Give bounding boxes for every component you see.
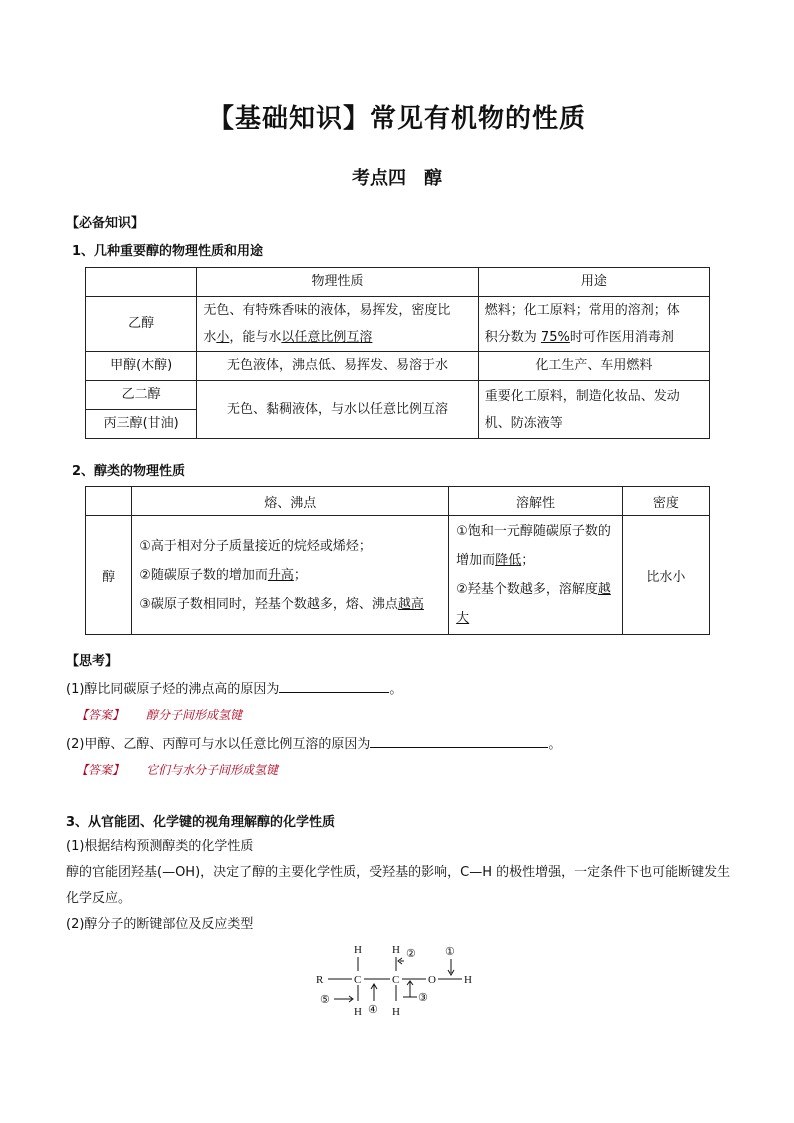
properties-cell: 无色、黏稠液体，与水以任意比例互溶 [197, 381, 478, 439]
atom-c2: C [392, 974, 400, 986]
question-2: (2)甲醇、乙醇、丙醇可与水以任意比例互溶的原因为 。 [66, 737, 562, 752]
alcohol-name-cell: 甲醇(木醇) [86, 352, 197, 381]
alcohol-physical-table [85, 486, 710, 635]
table-header-cell: 熔、沸点 [132, 487, 449, 516]
heading-alcohol-properties-uses: 1、几种重要醇的物理性质和用途 [72, 244, 264, 259]
alcohol-name-cell: 乙醇 [86, 297, 197, 352]
heading-chemical-properties: 3、从官能团、化学键的视角理解醇的化学性质 [66, 815, 336, 830]
section-heading-essential: 【必备知识】 [66, 216, 145, 231]
solubility-cell: ①饱和一元醇随碳原子数的 增加而降低； ②羟基个数越多，溶解度越 大 [449, 516, 623, 635]
alcohol-name-cell: 乙二醇 [86, 381, 197, 410]
atom-c1: C [354, 974, 362, 986]
bond-label-4: ④ [368, 1004, 378, 1016]
answer-label: 【答案】 [76, 708, 125, 722]
atom-r: R [316, 974, 324, 986]
atom-h-hydroxyl: H [464, 974, 472, 986]
answer-text: 它们与水分子间形成氢键 [146, 763, 279, 777]
uses-cell: 重要化工原料，制造化妆品、发动 机、防冻液等 [478, 381, 709, 439]
bond-label-2: ② [406, 948, 416, 960]
alcohol-name-cell: 丙三醇(甘油) [86, 410, 197, 439]
answer-label: 【答案】 [76, 763, 125, 777]
atom-h-bottom-2: H [392, 1006, 400, 1018]
table-header-empty [86, 487, 132, 516]
answer-blank [279, 680, 389, 693]
alcohol-properties-table [85, 267, 710, 439]
table-header-cell: 用途 [478, 268, 709, 297]
table-header-cell: 密度 [622, 487, 709, 516]
table-header-empty [86, 268, 197, 297]
atom-h-top-2: H [392, 944, 400, 956]
table-header-row [86, 487, 710, 516]
page-title: 【基础知识】常见有机物的性质 [207, 104, 586, 134]
bond-label-1: ① [445, 946, 455, 958]
paragraph: (2)醇分子的断键部位及反应类型 [66, 917, 254, 932]
properties-cell: 无色、有特殊香味的液体，易挥发，密度比 水小，能与水以任意比例互溶 [197, 297, 478, 352]
subtitle-topic: 考点四 [352, 168, 406, 189]
alcohol-bond-diagram [300, 935, 500, 1025]
melting-boiling-cell: ①高于相对分子质量接近的烷烃或烯烃； ②随碳原子数的增加而升高； ③碳原子数相同时，羟基个数越多，熔、沸点越高 [132, 516, 449, 635]
table-row [86, 352, 710, 381]
answer-2 [76, 761, 278, 778]
answer-1 [76, 706, 242, 723]
table-row [86, 516, 710, 635]
heading-alcohol-physical: 2、醇类的物理性质 [72, 464, 186, 479]
answer-blank [370, 735, 548, 748]
table-header-row [86, 268, 710, 297]
answer-text: 醇分子间形成氢键 [146, 708, 243, 722]
density-cell: 比水小 [622, 516, 709, 635]
properties-cell: 无色液体，沸点低、易挥发、易溶于水 [197, 352, 478, 381]
uses-cell: 化工生产、车用燃料 [478, 352, 709, 381]
think-heading: 【思考】 [66, 654, 119, 669]
table-header-cell: 物理性质 [197, 268, 478, 297]
row-label-cell: 醇 [86, 516, 132, 635]
page-subtitle [0, 164, 794, 190]
paragraph: (1)根据结构预测醇类的化学性质 [66, 839, 254, 854]
bond-label-5: ⑤ [320, 994, 330, 1006]
table-row [86, 381, 710, 410]
atom-o: O [428, 974, 436, 986]
bond-label-3: ③ [418, 992, 428, 1004]
atom-h-bottom-1: H [354, 1006, 362, 1018]
uses-cell: 燃料；化工原料；常用的溶剂；体 积分数为 75%时可作医用消毒剂 [478, 297, 709, 352]
subtitle-name: 醇 [424, 168, 442, 189]
question-1: (1)醇比同碳原子烃的沸点高的原因为 。 [66, 682, 403, 697]
table-header-cell: 溶解性 [449, 487, 623, 516]
table-row [86, 297, 710, 352]
atom-h-top-1: H [354, 944, 362, 956]
paragraph: 醇的官能团羟基(—OH)，决定了醇的主要化学性质，受羟基的影响，C—H 的极性增强，一定条件下也可能断键发生化学反应。 [66, 865, 731, 906]
